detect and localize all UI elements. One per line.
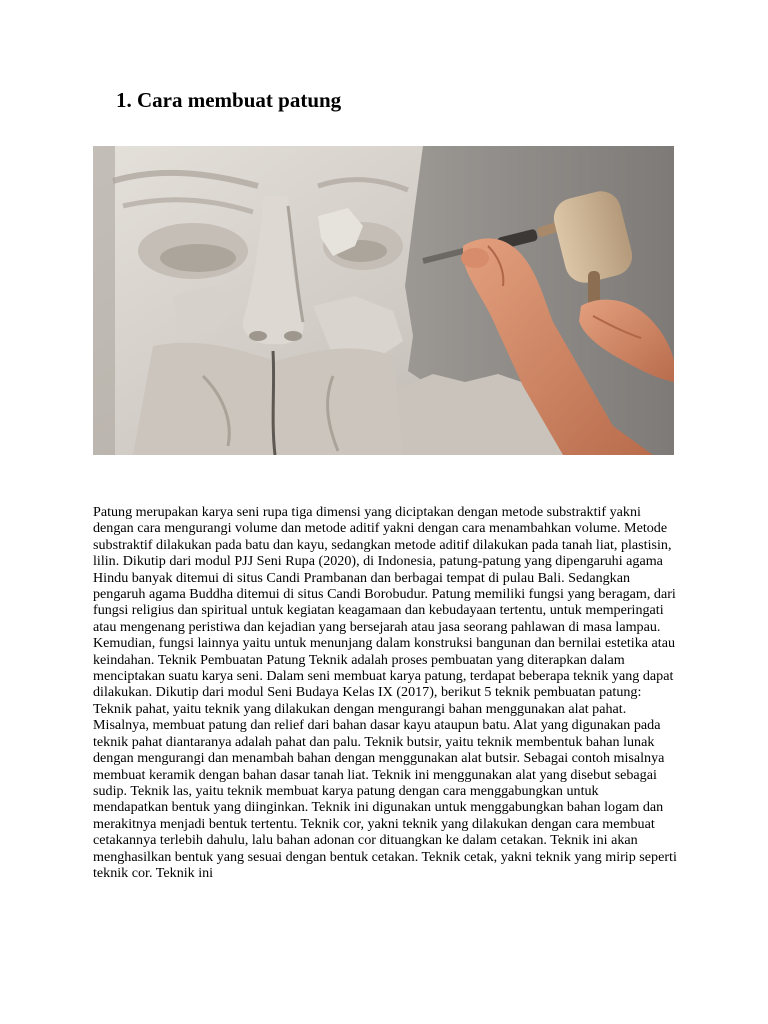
stone-beard — [133, 343, 403, 455]
sculpture-photo — [93, 146, 674, 455]
page-title: 1. Cara membuat patung — [116, 88, 342, 112]
article-body: Patung merupakan karya seni rupa tiga dimensi yang diciptakan dengan metode substraktif yakni dengan cara mengurangi volume dan metode aditif yakni dengan cara menambahkan volume. Metode substraktif dilakukan pada batu dan kayu, sedangkan metode aditif dilakukan pada tanah liat, plastisin, lilin. Dikutip dari modul PJJ Seni Rupa (2020), di Indonesia, patung-patung yang dipengaruhi agama Hindu banyak ditemui di situs Candi Prambanan dan berbagai tempat di pulau Bali. Sedangkan pengaruh agama Buddha ditemui di situs Candi Borobudur. Patung memiliki fungsi yang beragam, dari fungsi religius dan spiritual untuk kegiatan keagamaan dan kebudayaan tertentu, untuk memperingati atau mengenang peristiwa dan kejadian yang bersejarah atau jasa seorang pahlawan di masa lampau. Kemudian, fungsi lainnya yaitu untuk menunjang dalam konstruksi bangunan dan bernilai estetika atau keindahan. Teknik Pembuatan Patung Teknik adalah proses pembuatan yang diterapkan dalam menciptakan suatu karya seni. Dalam seni membuat karya patung, terdapat beberapa teknik yang dapat dilakukan. Dikutip dari modul Seni Budaya Kelas IX (2017), berikut 5 teknik pembuatan patung: Teknik pahat, yaitu teknik yang dilakukan dengan mengurangi bahan menggunakan alat pahat. Misalnya, membuat patung dan relief dari bahan dasar kayu ataupun batu. Alat yang digunakan pada teknik pahat diantaranya adalah pahat dan palu. Teknik butsir, yaitu teknik membentuk bahan lunak dengan mengurangi dan menambah bahan dengan menggunakan alat butsir. Sebagai contoh misalnya membuat keramik dengan bahan dasar tanah liat. Teknik ini menggunakan alat yang disebut sebagai sudip. Teknik las, yaitu teknik membuat karya patung dengan cara menggabungkan untuk mendapatkan bentuk yang diinginkan. Teknik ini digunakan untuk menggabungkan bahan logam dan merakitnya menjadi bentuk tertentu. Teknik cor, yakni teknik yang dilakukan dengan cara membuat cetakannya terlebih dahulu, lalu bahan adonan cor dituangkan ke dalam cetakan. Teknik ini akan menghasilkan bentuk yang sesuai dengan bentuk cetakan. Teknik cetak, yakni teknik yang mirip seperti teknik cor. Teknik ini — [93, 504, 677, 881]
